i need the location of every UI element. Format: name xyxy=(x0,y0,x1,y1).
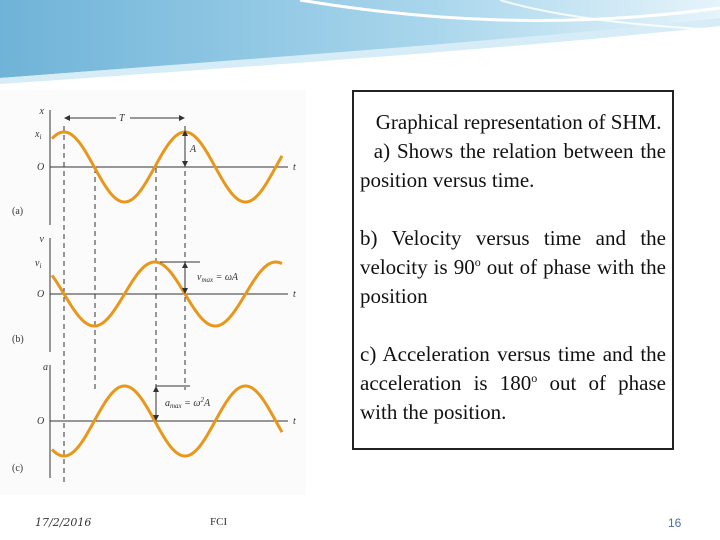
t-axis-b-label: t xyxy=(293,289,296,300)
panel-b-tag: (b) xyxy=(12,334,24,345)
shm-graphs xyxy=(0,90,306,495)
vmax-label: $v_{max} = \omega A$ xyxy=(197,272,239,284)
footer-date: 17/2/2016 xyxy=(35,516,92,529)
panel-c-acceleration xyxy=(12,362,296,478)
axis-a-label: a xyxy=(43,362,48,373)
panel-c-tag: (c) xyxy=(12,463,24,474)
axis-v-label: v xyxy=(39,234,44,245)
peak-xi-label: $x_i$ xyxy=(35,129,42,141)
period-label: T xyxy=(119,113,125,124)
panel-b-velocity xyxy=(12,234,296,352)
origin-c-label: O xyxy=(37,416,45,427)
explanation-box xyxy=(352,90,674,450)
panel-a-position xyxy=(12,106,296,225)
shm-figure xyxy=(0,90,306,495)
part-b-text: b) Velocity versus time and the velocity is 90$^o$ out of phase with the position xyxy=(360,226,666,308)
axis-x-label: x xyxy=(39,106,44,117)
amplitude-label: A xyxy=(190,144,197,155)
origin-a-label: O xyxy=(37,162,45,173)
footer-center-text: FCI xyxy=(210,516,228,528)
panel-a-tag: (a) xyxy=(12,206,24,217)
peak-vi-label: $v_i$ xyxy=(35,258,42,270)
part-a-text: a) Shows the relation between the position versus time. xyxy=(360,139,667,192)
origin-b-label: O xyxy=(37,289,45,300)
header-swoosh xyxy=(0,0,720,90)
intro-text: Graphical representation of SHM. xyxy=(375,110,662,134)
t-axis-c-label: t xyxy=(293,416,296,427)
amax-label: $a_{max} = \omega^2A$ xyxy=(165,396,211,410)
t-axis-a-label: t xyxy=(293,162,296,173)
page-number: 16 xyxy=(668,516,682,530)
part-c-text: c) Acceleration versus time and the acceleration is 180$^o$ out of phase with the position. xyxy=(360,342,666,424)
